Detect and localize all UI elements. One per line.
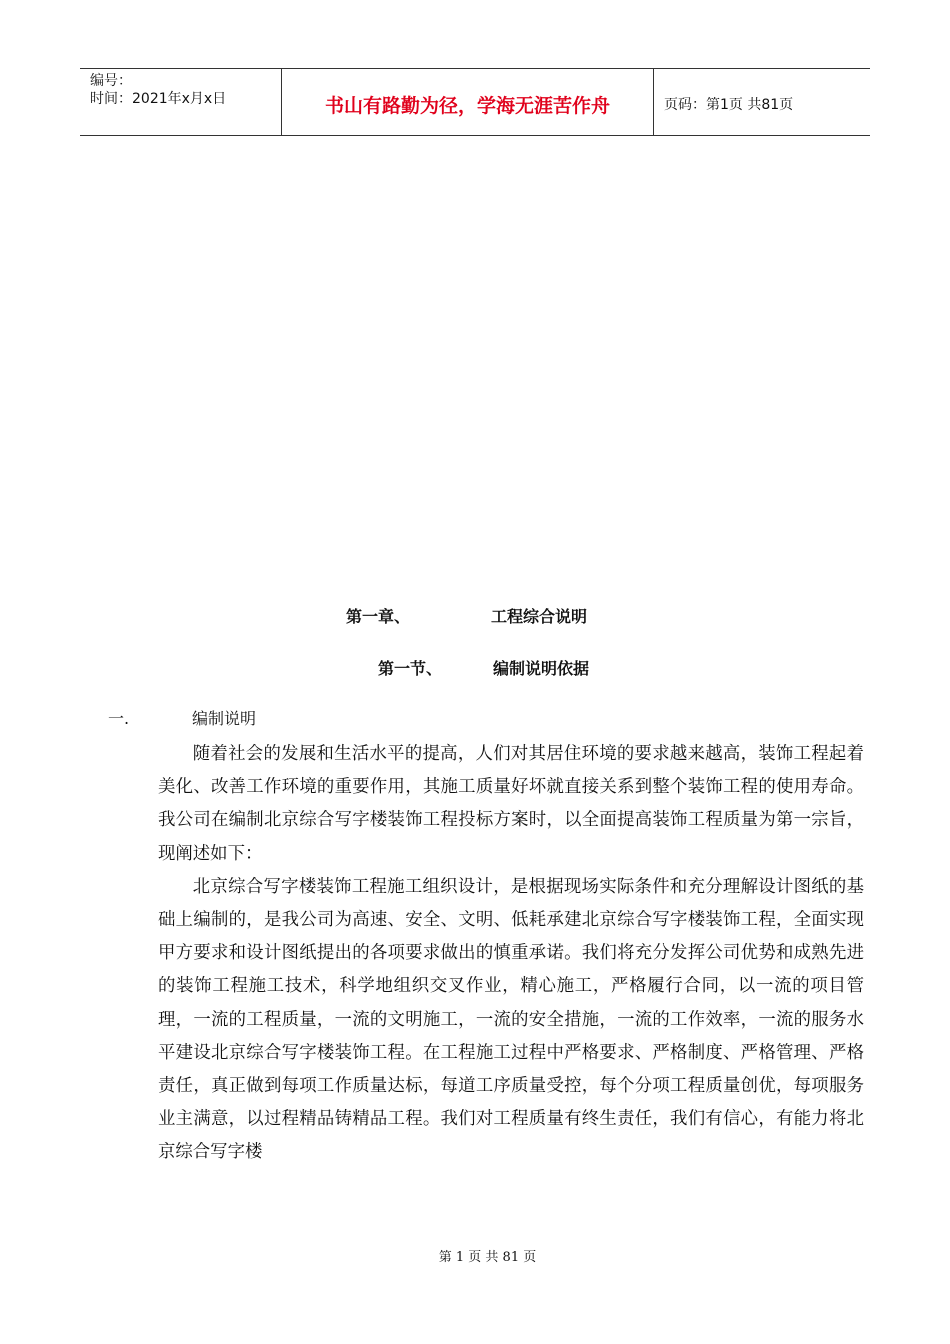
subheading-number: 一. [108, 709, 130, 728]
document-time-label: 时间：2021年x月x日 [90, 91, 227, 107]
section-title: 编制说明依据 [493, 659, 590, 678]
chapter-number: 第一章、 [346, 607, 411, 626]
header-meta [80, 69, 282, 135]
chapter-title: 工程综合说明 [491, 607, 588, 626]
header-page-info: 页码：第1页 共81页 [664, 97, 794, 113]
document-number-label: 编号： [90, 73, 132, 89]
subheading-title: 编制说明 [192, 709, 257, 728]
body-text [158, 738, 864, 1170]
document-header [80, 68, 870, 136]
page-footer: 第 1 页 共 81 页 [438, 1250, 537, 1265]
paragraph: 随着社会的发展和生活水平的提高，人们对其居住环境的要求越来越高，装饰工程起着美化、改善工作环境的重要作用，其施工质量好坏就直接关系到整个装饰工程的使用寿命。我公司在编制北京综合写字楼装饰工程投标方案时，以全面提高装饰工程质量为第一宗旨，现阐述如下： [158, 744, 864, 864]
section-number: 第一节、 [378, 659, 443, 678]
header-motto: 书山有路勤为径，学海无涯苦作舟 [282, 69, 654, 135]
paragraph: 北京综合写字楼装饰工程施工组织设计，是根据现场实际条件和充分理解设计图纸的基础上编制的，是我公司为高速、安全、文明、低耗承建北京综合写字楼装饰工程，全面实现甲方要求和设计图纸提出的各项要求做出的慎重承诺。我们将充分发挥公司优势和成熟先进的装饰工程施工技术，科学地组织交叉作业，精心施工，严格履行合同，以一流的项目管理，一流的工程质量，一流的文明施工，一流的安全措施，一流的工作效率，一流的服务水平建设北京综合写字楼装饰工程。在工程施工过程中严格要求、严格制度、严格管理、严格责任，真正做到每项工作质量达标，每道工序质量受控，每个分项工程质量创优，每项服务业主满意，以过程精品铸精品工程。我们对工程质量有终生责任，我们有信心，有能力将北京综合写字楼 [158, 876, 864, 1163]
